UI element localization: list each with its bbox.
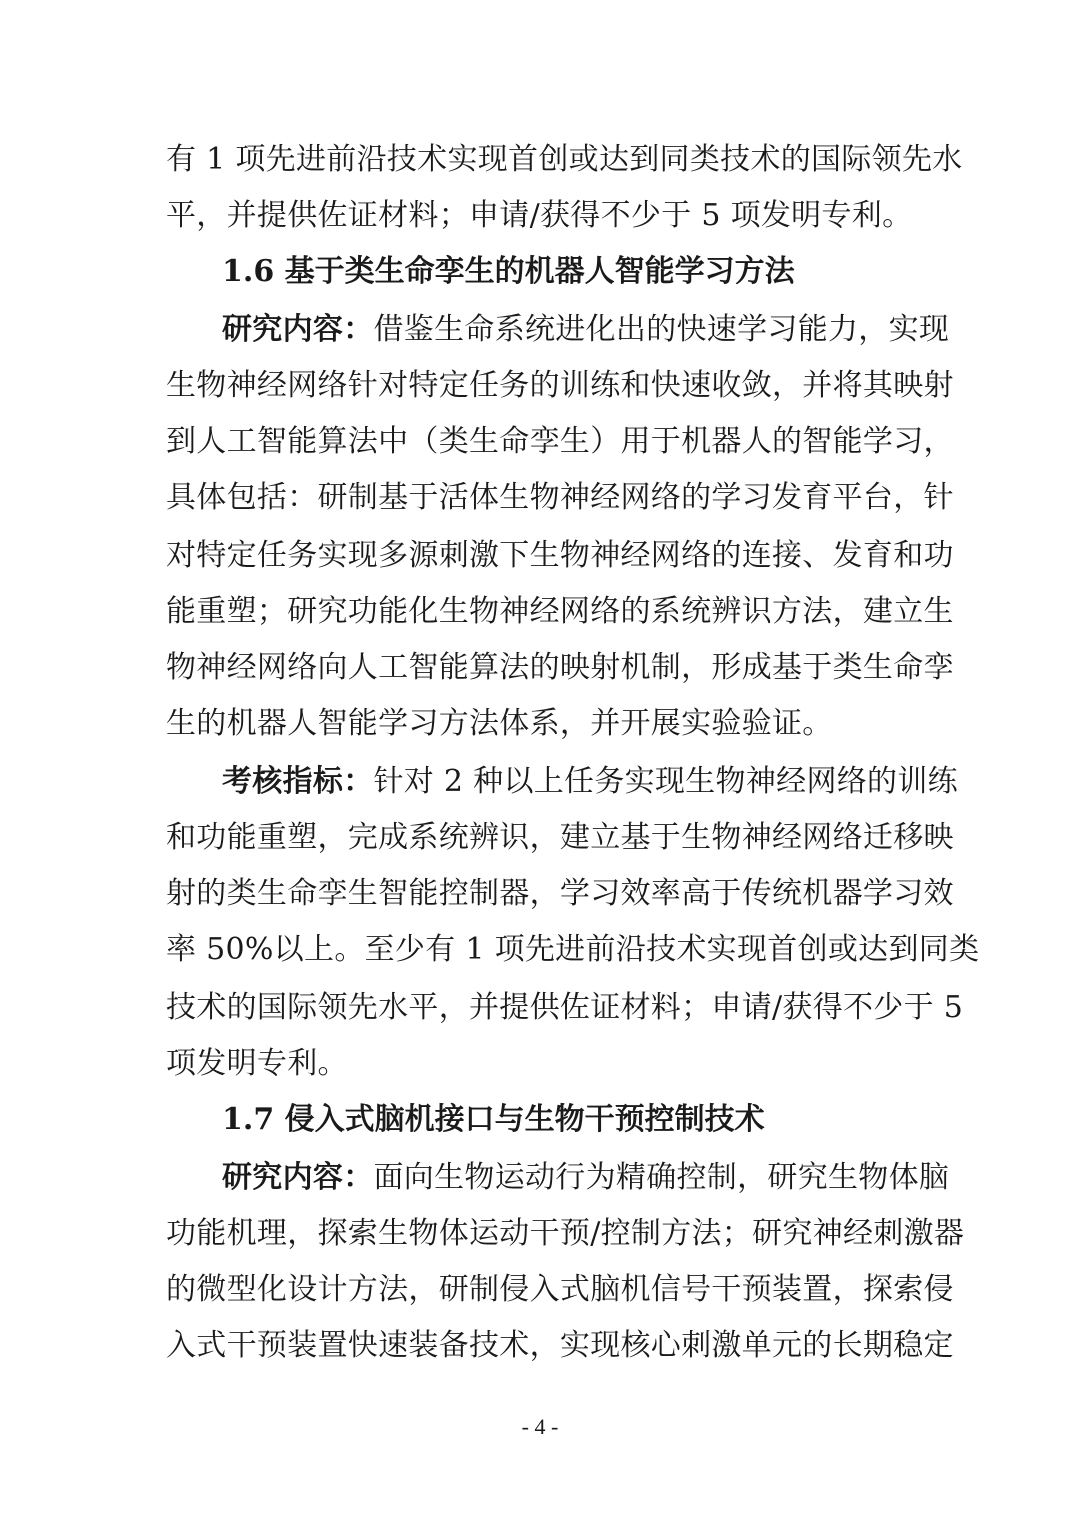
research-label: 研究内容： bbox=[222, 312, 374, 347]
research-first-text: 面向生物运动行为精确控制，研究生物体脑 bbox=[373, 1160, 950, 1195]
continuation-line-2: 平，并提供佐证材料；申请/获得不少于 5 项发明专利。 bbox=[166, 198, 913, 233]
section-1-6-research-line: 能重塑；研究功能化生物神经网络的系统辨识方法，建立生 bbox=[166, 594, 954, 629]
section-1-7-research-line: 功能机理，探索生物体运动干预/控制方法；研究神经刺激器 bbox=[166, 1216, 965, 1251]
section-1-6-research-line: 生物神经网络针对特定任务的训练和快速收敛，并将其映射 bbox=[166, 368, 954, 403]
section-1-6-assessment-line: 和功能重塑，完成系统辨识，建立基于生物神经网络迁移映 bbox=[166, 820, 954, 855]
assessment-first-text: 针对 2 种以上任务实现生物神经网络的训练 bbox=[373, 764, 958, 799]
section-1-6-assessment-line: 项发明专利。 bbox=[166, 1046, 348, 1081]
research-first-text: 借鉴生命系统进化出的快速学习能力，实现 bbox=[373, 312, 950, 347]
section-1-6-research-line: 对特定任务实现多源刺激下生物神经网络的连接、发育和功 bbox=[166, 538, 954, 573]
section-1-7-heading: 1.7 侵入式脑机接口与生物干预控制技术 bbox=[222, 1102, 765, 1137]
research-label: 研究内容： bbox=[222, 1160, 374, 1195]
section-1-7-research-first-line bbox=[222, 1150, 950, 1206]
section-1-6-research-line: 具体包括：研制基于活体生物神经网络的学习发育平台，针 bbox=[166, 480, 954, 515]
section-1-6-assessment-line: 射的类生命孪生智能控制器，学习效率高于传统机器学习效 bbox=[166, 876, 954, 911]
section-1-7-research-line: 入式干预装置快速装备技术，实现核心刺激单元的长期稳定 bbox=[166, 1328, 954, 1363]
section-1-6-research-line: 物神经网络向人工智能算法的映射机制，形成基于类生命孪 bbox=[166, 650, 954, 685]
section-1-7-research-line: 的微型化设计方法，研制侵入式脑机信号干预装置，探索侵 bbox=[166, 1272, 954, 1307]
section-1-6-research-line: 到人工智能算法中（类生命孪生）用于机器人的智能学习， bbox=[166, 424, 954, 459]
section-1-6-assessment-line: 率 50%以上。至少有 1 项先进前沿技术实现首创或达到同类 bbox=[166, 932, 980, 967]
assessment-label: 考核指标： bbox=[222, 764, 374, 799]
section-1-6-assessment-line: 技术的国际领先水平，并提供佐证材料；申请/获得不少于 5 bbox=[166, 990, 964, 1025]
continuation-line-1: 有 1 项先进前沿技术实现首创或达到同类技术的国际领先水 bbox=[166, 142, 963, 177]
section-1-6-research-line: 生的机器人智能学习方法体系，并开展实验验证。 bbox=[166, 706, 833, 741]
section-1-6-heading: 1.6 基于类生命孪生的机器人智能学习方法 bbox=[222, 254, 795, 289]
page-number: - 4 - bbox=[521, 1414, 559, 1439]
section-1-6-research-first-line bbox=[222, 302, 950, 358]
section-1-6-assessment-first-line bbox=[222, 754, 958, 810]
